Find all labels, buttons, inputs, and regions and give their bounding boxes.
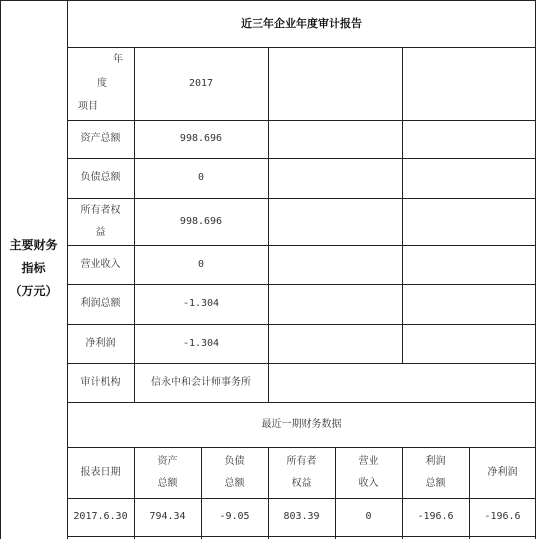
row-label-owner-equity [67, 198, 134, 245]
recent-value-profit: -196.6 [417, 511, 454, 522]
recent-header-equity-2: 权益 [291, 477, 312, 489]
recent-header-liabilities-2: 总额 [224, 477, 245, 489]
recent-header-profit-1: 利润 [425, 455, 446, 467]
value-owner-equity: 998.696 [179, 215, 223, 227]
header-du-label: 度 [97, 78, 107, 89]
recent-header-equity-1: 所有者 [286, 455, 317, 467]
value-total-liabilities: 0 [197, 172, 205, 183]
recent-header-liabilities [201, 447, 268, 498]
recent-header-report-date: 报表日期 [80, 466, 121, 478]
side-label [0, 232, 67, 304]
recent-header-assets-2: 总额 [157, 477, 178, 489]
recent-header-revenue-2: 收入 [358, 477, 379, 489]
recent-value-revenue: 0 [365, 511, 372, 522]
rule [67, 536, 536, 537]
value-net-profit: -1.304 [182, 337, 220, 349]
recent-header-revenue [335, 447, 402, 498]
recent-header-profit [402, 447, 469, 498]
recent-value-liabilities: -9.05 [219, 511, 250, 522]
audit-title: 近三年企业年度审计报告 [241, 16, 362, 30]
recent-header-revenue-1: 营业 [358, 455, 379, 467]
value-total-profit: -1.304 [182, 298, 220, 309]
row-label-revenue: 营业收入 [80, 258, 121, 270]
header-year-label: 年 [113, 54, 123, 65]
value-auditor: 信永中和会计师事务所 [151, 376, 251, 388]
value-revenue: 0 [197, 258, 205, 270]
recent-header-net-profit: 净利润 [487, 466, 518, 478]
year-col-2 [268, 47, 402, 120]
row-label-total-liabilities: 负债总额 [80, 172, 121, 183]
recent-header-profit-2: 总额 [425, 477, 446, 489]
row-label-total-assets: 资产总额 [80, 133, 121, 144]
year-col-3 [402, 47, 536, 120]
recent-header-assets [134, 447, 201, 498]
year-col-1: 2017 [188, 77, 214, 89]
side-label-line3: （万元） [9, 283, 58, 298]
row-label-auditor: 审计机构 [80, 376, 121, 388]
row-label-owner-equity-2: 益 [95, 226, 106, 238]
value-total-assets: 998.696 [179, 133, 223, 144]
recent-header-equity [268, 447, 335, 498]
row-label-net-profit: 净利润 [85, 337, 116, 349]
recent-header-liabilities-1: 负债 [224, 455, 245, 467]
side-label-line2: 指标 [21, 260, 46, 275]
recent-value-equity: 803.39 [283, 511, 320, 522]
recent-header-assets-1: 资产 [157, 455, 178, 467]
recent-value-net-profit: -196.6 [484, 511, 521, 522]
side-label-line1: 主要财务 [9, 237, 58, 252]
header-item-label: 项目 [78, 101, 98, 112]
row-label-total-profit: 利润总额 [80, 298, 121, 309]
recent-title: 最近一期财务数据 [261, 418, 342, 430]
recent-value-date: 2017.6.30 [73, 511, 128, 522]
row-label-owner-equity-1: 所有者权 [80, 204, 121, 216]
recent-value-assets: 794.34 [149, 511, 186, 522]
